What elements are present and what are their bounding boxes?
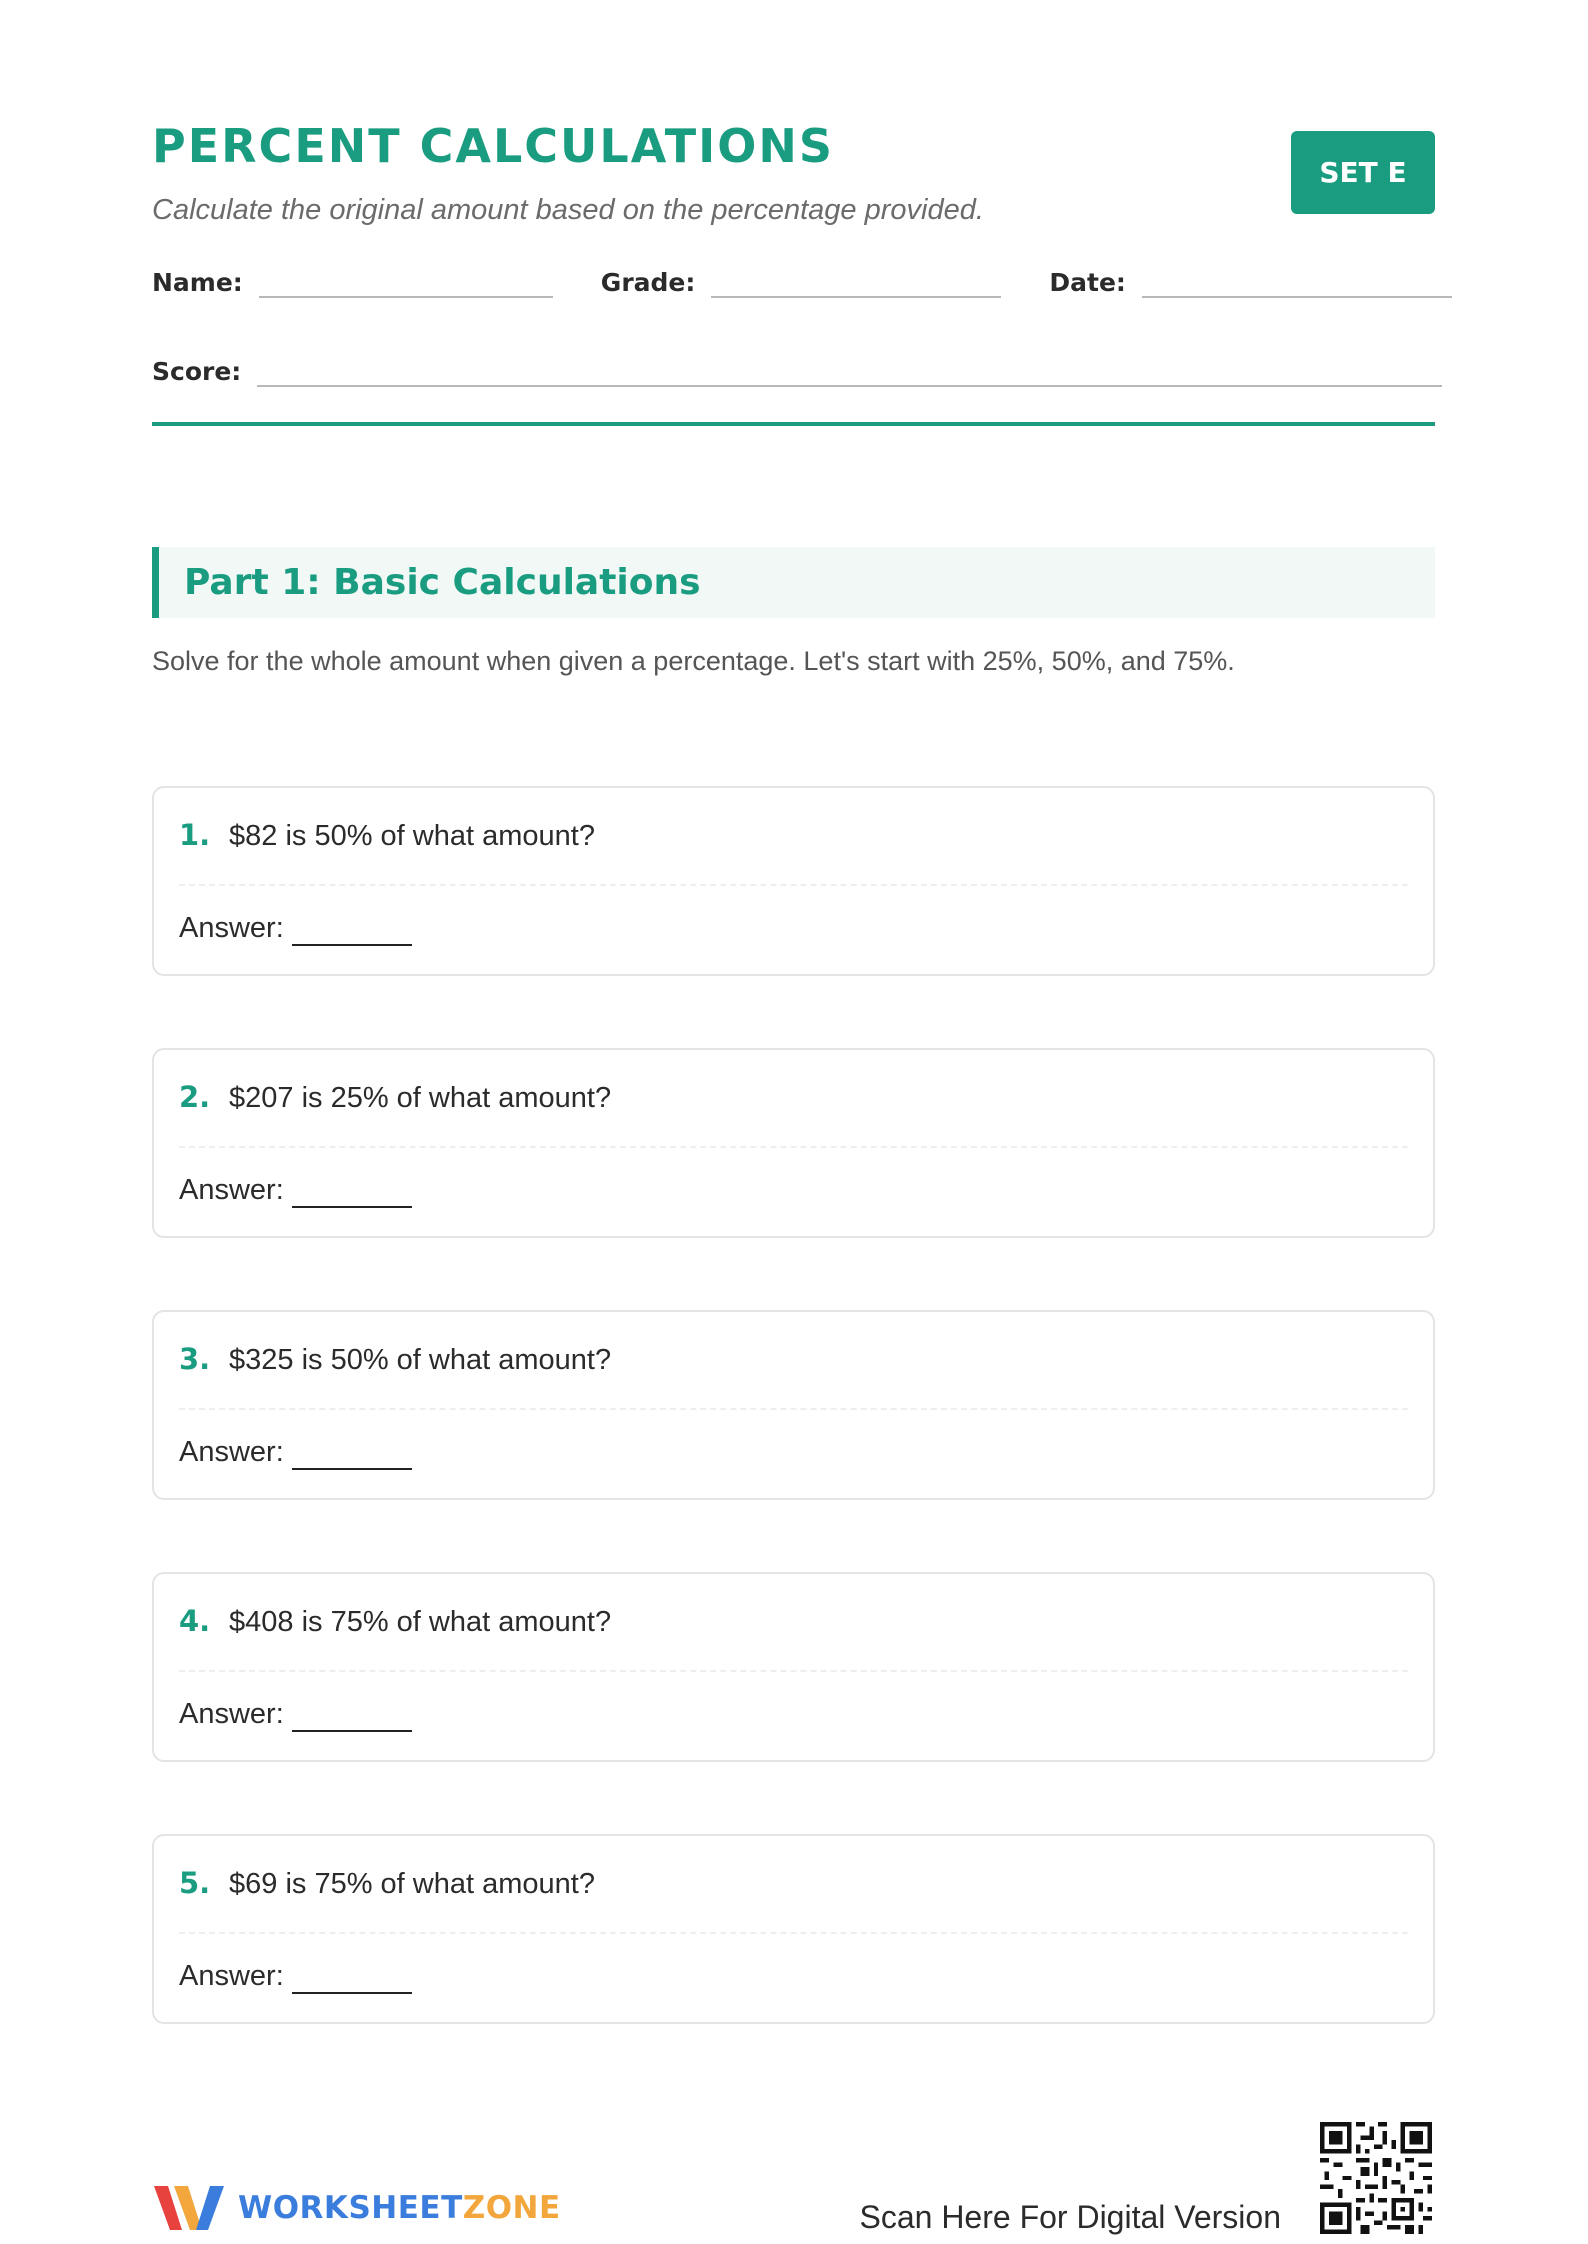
answer-label: Answer: bbox=[179, 1698, 284, 1730]
question-line bbox=[179, 1080, 611, 1115]
question-divider bbox=[179, 1408, 1408, 1410]
question-text: $69 is 75% of what amount? bbox=[229, 1868, 595, 1900]
answer-label: Answer: bbox=[179, 912, 284, 944]
question-line bbox=[179, 818, 595, 853]
answer-label: Answer: bbox=[179, 1174, 284, 1206]
worksheet-page bbox=[152, 0, 1435, 2244]
score-row bbox=[152, 355, 1442, 387]
worksheetzone-logo-icon bbox=[152, 2180, 228, 2236]
grade-label: Grade: bbox=[600, 268, 696, 297]
question-divider bbox=[179, 1146, 1408, 1148]
question-text: $408 is 75% of what amount? bbox=[229, 1606, 612, 1638]
header-divider bbox=[152, 422, 1435, 426]
question-card bbox=[152, 1048, 1435, 1238]
section-description: Solve for the whole amount when given a percentage. Let's start with 25%, 50%, and 75%. bbox=[152, 646, 1235, 676]
date-label: Date: bbox=[1049, 268, 1126, 297]
section-header bbox=[152, 547, 1435, 618]
question-line bbox=[179, 1866, 595, 1901]
brand-name-part1: WORKSHEET bbox=[238, 2190, 463, 2226]
page-subtitle: Calculate the original amount based on the percentage provided. bbox=[152, 194, 984, 226]
answer-field[interactable] bbox=[292, 1956, 412, 1994]
question-card bbox=[152, 1834, 1435, 2024]
question-divider bbox=[179, 1932, 1408, 1934]
question-number: 2. bbox=[179, 1080, 211, 1114]
question-divider bbox=[179, 884, 1408, 886]
question-card bbox=[152, 1572, 1435, 1762]
question-number: 1. bbox=[179, 818, 211, 852]
brand-logo bbox=[152, 2180, 561, 2236]
answer-label: Answer: bbox=[179, 1960, 284, 1992]
grade-field[interactable] bbox=[711, 266, 1001, 298]
answer-label: Answer: bbox=[179, 1436, 284, 1468]
answer-row bbox=[179, 1170, 412, 1208]
answer-field[interactable] bbox=[292, 1432, 412, 1470]
name-field[interactable] bbox=[259, 266, 553, 298]
qr-code-icon[interactable] bbox=[1320, 2122, 1432, 2234]
date-field[interactable] bbox=[1142, 266, 1452, 298]
question-text: $207 is 25% of what amount? bbox=[229, 1082, 612, 1114]
question-line bbox=[179, 1604, 611, 1639]
scan-instruction: Scan Here For Digital Version bbox=[859, 2199, 1281, 2235]
page-title: PERCENT CALCULATIONS bbox=[152, 119, 834, 173]
score-label: Score: bbox=[152, 357, 242, 386]
answer-row bbox=[179, 1956, 412, 1994]
name-label: Name: bbox=[152, 268, 243, 297]
answer-row bbox=[179, 1694, 412, 1732]
score-field[interactable] bbox=[257, 355, 1442, 387]
set-badge: SET E bbox=[1291, 131, 1435, 214]
question-number: 3. bbox=[179, 1342, 211, 1376]
section-title: Part 1: Basic Calculations bbox=[184, 562, 701, 603]
brand-name bbox=[238, 2190, 561, 2226]
brand-name-part2: ZONE bbox=[462, 2190, 561, 2226]
answer-field[interactable] bbox=[292, 1170, 412, 1208]
question-number: 5. bbox=[179, 1866, 211, 1900]
question-number: 4. bbox=[179, 1604, 211, 1638]
question-text: $325 is 50% of what amount? bbox=[229, 1344, 612, 1376]
question-line bbox=[179, 1342, 611, 1377]
answer-field[interactable] bbox=[292, 908, 412, 946]
answer-row bbox=[179, 908, 412, 946]
question-text: $82 is 50% of what amount? bbox=[229, 820, 595, 852]
answer-row bbox=[179, 1432, 412, 1470]
question-divider bbox=[179, 1670, 1408, 1672]
info-row bbox=[152, 266, 1452, 298]
question-card bbox=[152, 1310, 1435, 1500]
answer-field[interactable] bbox=[292, 1694, 412, 1732]
question-card bbox=[152, 786, 1435, 976]
